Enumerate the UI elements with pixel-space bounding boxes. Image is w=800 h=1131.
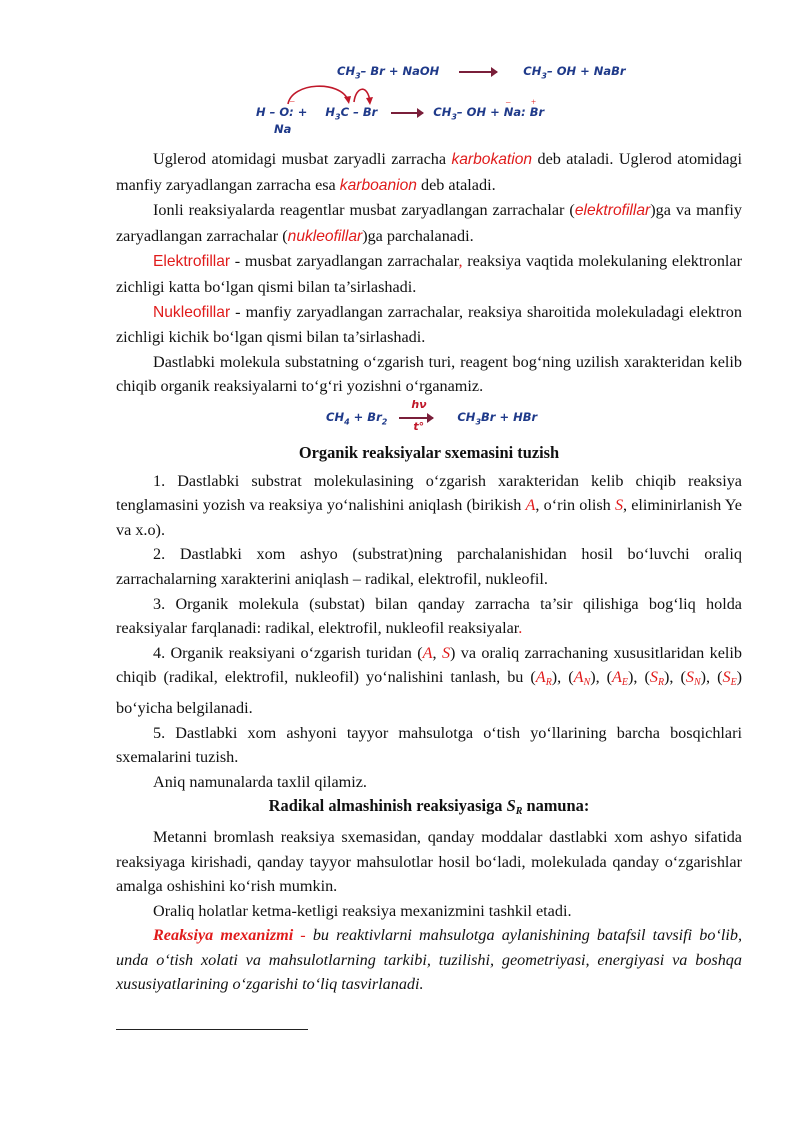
intro-paragraphs bbox=[116, 147, 742, 399]
sodium-label: Na bbox=[274, 122, 292, 136]
para-metanni: Metanni bromlash reaksiya sxemasidan, qanday moddalar dastlabki xom ashyo sifatida reaksiyaga kirishadi, qanday tayyor mahsulotlar hosil bo‘ladi, molekulada qanday o‘zgarishlar amalga oshishini ko‘rish mumkin. bbox=[116, 827, 742, 896]
footnote-separator bbox=[116, 1029, 308, 1030]
curved-arrow-1 bbox=[288, 86, 348, 104]
para-mexanizm: Reaksiya mexanizmi - bu reaktivlarni mahsulotga aylanishining batafsil tavsifi bo‘lib, unda o‘tish xolati va mahsulotlarning tarkibi, tuzilishi, geometriyasi, energiyasi va boshqa xususiyatlarining o‘zgarishi to‘liq tasvirlanadi. bbox=[116, 926, 742, 994]
para-ionli: Ionli reaksiyalarda reagentlar musbat zaryadlangan zarrachalar (elektrofillar)ga va manfiy zaryadlangan zarrachalar (nukleofillar)ga parchalanadi. bbox=[116, 201, 742, 245]
mechanism-curved-arrows bbox=[280, 78, 390, 108]
subsection-heading: Radikal almashinish reaksiyasiga $S_R$ namuna: bbox=[268, 796, 590, 818]
condition-temperature: t° bbox=[413, 420, 425, 433]
reaction-arrow bbox=[399, 417, 433, 419]
equation-1: $CH_3-$ Br + NaOH $CH_3-$ OH + NaBr bbox=[337, 64, 626, 81]
para-nukleofillar: Nukleofillar - manfiy zaryadlangan zarrachalar, reaksiya sharoitida molekuladagi elektron zichligi kichik bo‘lgan qismi bilan ta’sirlashadi. bbox=[116, 302, 742, 347]
list-item: 3. Organik molekula (substat) bilan qanday zarracha ta’sir qilishiga bog‘liq holda reaksiyalar farqlanadi: radikal, elektrofil, nukleofil reaksiyalar. bbox=[116, 594, 742, 638]
section-heading: Organik reaksiyalar sxemasini tuzish bbox=[298, 443, 560, 462]
charge-minus-1: – bbox=[290, 96, 295, 106]
list-item: 5. Dastlabki xom ashyoni tayyor mahsulotga o‘tish yo‘llarining barcha bosqichlari sxemalarini tuzish. bbox=[116, 723, 742, 767]
charge-minus-2: – bbox=[506, 97, 511, 107]
para-dastlabki: Dastlabki molekula substatning o‘zgarish turi, reagent bog‘ning uzilish xarakteridan kelib chiqib organik reaksiyalarni to‘g‘ri yozishni o‘rganamiz. bbox=[116, 352, 742, 396]
curved-arrow-1-head bbox=[344, 96, 351, 104]
reaction-arrow bbox=[391, 112, 423, 114]
list-item: Aniq namunalarda taxlil qilamiz. bbox=[153, 772, 367, 791]
condition-light: hν bbox=[411, 398, 427, 411]
para-karbokation: Uglerod atomidagi musbat zaryadli zarracha karbokation deb ataladi. Uglerod atomidagi manfiy zaryadlangan zarracha esa karboanion deb ataladi. bbox=[116, 150, 742, 194]
charge-plus: + bbox=[531, 97, 537, 107]
equation-2: H – O: + $H_3C$ – Br $CH_3-$ OH + Na: Br bbox=[256, 105, 545, 122]
list-item: 1. Dastlabki substrat molekulasining o‘zgarish xarakteridan kelib chiqib reaksiya tenglamasini yozish va reaksiya yo‘nalishini aniqlash (birikish A, o‘rin olish S, eliminirlanish Ye va x.o). bbox=[116, 471, 742, 539]
para-elektrofillar: Elektrofillar - musbat zaryadlangan zarrachalar, reaksiya vaqtida molekulaning elektronlar zichligi katta bo‘lgan qismi bilan ta’sirlashadi. bbox=[116, 252, 742, 296]
list-item: 2. Dastlabki xom ashyo (substrat)ning parchalanishidan hosil bo‘luvchi oraliq zarrachalarning xarakterini aniqlash – radikal, elektrofil, nukleofil. bbox=[116, 545, 742, 588]
para-oraliq: Oraliq holatlar ketma-ketligi reaksiya mexanizmini tashkil etadi. bbox=[153, 901, 572, 920]
main-section bbox=[116, 441, 742, 997]
equation-3: $CH_4 + Br_2$ $\frac{h\nu}{t^\circ}$ $CH_3Br$ + HBr bbox=[326, 398, 538, 433]
list-item: 4. Organik reaksiyani o‘zgarish turidan (A, S) va oraliq zarrachaning xususitlaridan kelib chiqib (radikal, elektrofil, nukleofil) yo‘nalishini tanlash, bu $(A_R)$, $(A_N)$, $(A_E)$, $(S_R)$, $(S_N)$, $(S_E)$ bo‘yicha belgilanadi. bbox=[116, 643, 743, 717]
curved-arrow-2-head bbox=[366, 97, 373, 105]
reaction-arrow bbox=[459, 71, 497, 73]
